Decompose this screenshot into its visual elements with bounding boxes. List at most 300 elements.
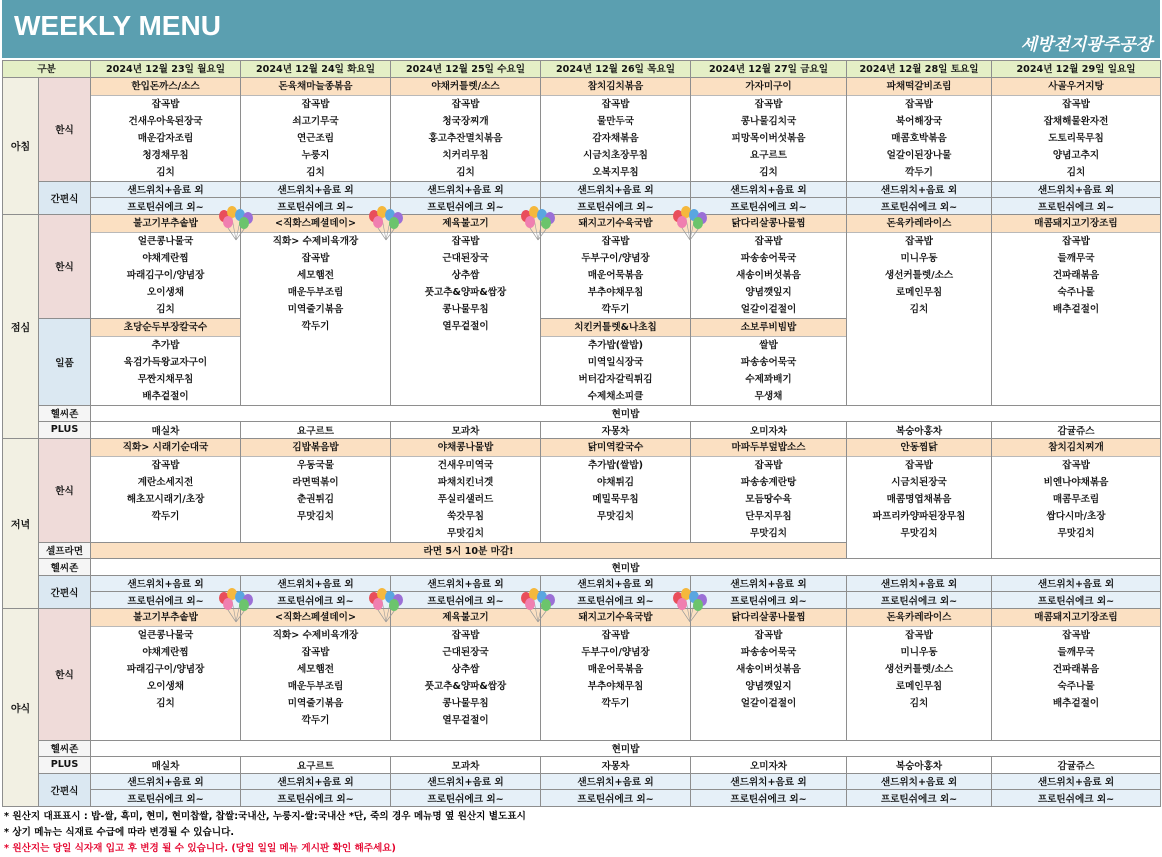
plus-item: 매실차 [91, 757, 241, 774]
snack-item: 프로틴쉬에크 외~ [241, 592, 391, 609]
menu-item: 얼큰콩나물국 [137, 629, 194, 641]
menu-item: 숙주나물 [1057, 286, 1095, 298]
menu-item: 요구르트 [749, 149, 788, 161]
menu-item: 김치 [156, 166, 175, 178]
main-dish: 돼지고기수육국밥 [541, 609, 690, 627]
menu-cell [992, 214, 1161, 405]
category-noodle: 일품 [39, 318, 91, 405]
menu-cell [847, 214, 992, 405]
menu-item: 쌈다시마/초장 [1046, 510, 1106, 522]
menu-item: 건파래볶음 [1052, 269, 1100, 281]
menu-item: 매운감자조림 [137, 132, 194, 144]
category-health: 헬씨존 [39, 559, 91, 576]
menu-item: 파프리카양파된장무침 [872, 510, 966, 522]
menu-cell [91, 318, 241, 405]
menu-item: 직화> 수제비육개장 [272, 629, 359, 641]
menu-item: 들깨무국 [1057, 252, 1095, 264]
balloon-bouquet-icon [366, 588, 406, 624]
menu-item: 잡채해물완자전 [1043, 115, 1109, 127]
menu-item: 파송송어묵국 [740, 356, 797, 368]
menu-item: 잡곡밥 [1062, 629, 1090, 641]
menu-item: 수제채소피클 [587, 390, 644, 402]
menu-item: 잡곡밥 [754, 98, 783, 110]
snack-item: 샌드위치+음료 외 [91, 181, 241, 198]
category-snack: 간편식 [39, 575, 91, 608]
snack-item: 샌드위치+음료 외 [691, 181, 847, 198]
main-dish: 야채커틀렛/소스 [391, 78, 540, 96]
main-dish: 닭다리살콩나물찜 [691, 609, 846, 627]
snack-item: 샌드위치+음료 외 [992, 575, 1161, 592]
balloon-bouquet-icon [366, 206, 406, 242]
menu-cell [91, 608, 241, 740]
snack-item: 샌드위치+음료 외 [541, 575, 691, 592]
menu-item: 우동국물 [296, 459, 335, 471]
origin-note: * 원산지 대표표시 : 밥-쌀, 흑미, 현미, 현미찹쌀, 찹쌀:국내산, 누룽지-쌀:국내산 *단, 죽의 경우 메뉴명 옆 원산지 별도표시 [4, 810, 526, 822]
day-header: 2024년 12월 24일 화요일 [241, 61, 391, 78]
menu-item: 야채계란찜 [142, 252, 189, 264]
main-dish: 직화> 시래기순대국 [91, 439, 240, 457]
menu-item: 열무겉절이 [442, 320, 489, 332]
snack-item: 샌드위치+음료 외 [391, 575, 541, 592]
menu-item: 얼갈이겉절이 [740, 303, 797, 315]
snack-item: 프로틴쉬에크 외~ [391, 198, 541, 215]
menu-item: 홍고추잔멸치볶음 [428, 132, 503, 144]
category-korean: 한식 [39, 608, 91, 740]
menu-item: 잡곡밥 [151, 459, 180, 471]
menu-item: 물만두국 [596, 115, 635, 127]
menu-item: 얼큰콩나물국 [137, 235, 194, 247]
menu-item: 매운어묵볶음 [587, 663, 644, 675]
menu-item: 오복지무침 [592, 166, 639, 178]
snack-item: 프로틴쉬에크 외~ [847, 198, 992, 215]
balloon-bouquet-icon [670, 206, 710, 242]
menu-cell [691, 214, 847, 318]
menu-item: 잡곡밥 [905, 235, 933, 247]
menu-item: 콩나물무침 [442, 697, 489, 709]
category-health: 헬씨존 [39, 740, 91, 757]
snack-item: 프로틴쉬에크 외~ [691, 790, 847, 807]
snack-item: 샌드위치+음료 외 [847, 773, 992, 790]
menu-item: 추가밥(쌀밥) [587, 339, 644, 351]
menu-wrap [0, 60, 1162, 807]
menu-cell [541, 318, 691, 405]
snack-item: 샌드위치+음료 외 [691, 575, 847, 592]
snack-item: 프로틴쉬에크 외~ [691, 198, 847, 215]
menu-item: 쇠고기무국 [292, 115, 339, 127]
menu-cell [391, 77, 541, 181]
category-korean: 한식 [39, 77, 91, 181]
category-health: 헬씨존 [39, 405, 91, 422]
main-dish: 초당순두부장칼국수 [91, 319, 240, 337]
menu-cell [241, 214, 391, 405]
snack-item: 프로틴쉬에크 외~ [847, 592, 992, 609]
snack-item: 프로틴쉬에크 외~ [241, 198, 391, 215]
balloon-bouquet-icon [518, 206, 558, 242]
menu-item: 잡곡밥 [601, 235, 630, 247]
menu-item: 쌀밥 [759, 339, 778, 351]
menu-item: 로메인무침 [895, 286, 943, 298]
menu-cell [391, 608, 541, 740]
menu-cell [91, 438, 241, 542]
menu-cell [847, 77, 992, 181]
menu-cell [391, 438, 541, 542]
menu-item: 깍두기 [151, 510, 180, 522]
menu-item: 연근조림 [296, 132, 335, 144]
menu-item: 근대된장국 [442, 646, 489, 658]
menu-item: 김치 [1066, 166, 1086, 178]
snack-item: 프로틴쉬에크 외~ [241, 790, 391, 807]
menu-item: 야채계란찜 [142, 646, 189, 658]
menu-item: 미역일식장국 [587, 356, 644, 368]
main-dish: 돈육카레라이스 [847, 609, 991, 627]
category-selframen: 셀프라면 [39, 542, 91, 559]
menu-cell [847, 438, 992, 559]
menu-item: 추가밥(쌀밥) [587, 459, 644, 471]
day-header: 2024년 12월 28일 토요일 [847, 61, 992, 78]
main-dish: 소보루비빔밥 [691, 319, 846, 337]
change-note: * 상기 메뉴는 식재료 수급에 따라 변경될 수 있습니다. [4, 826, 234, 838]
menu-item: 잡곡밥 [451, 629, 480, 641]
menu-item: 단무지무침 [745, 510, 792, 522]
snack-item: 프로틴쉬에크 외~ [992, 198, 1161, 215]
menu-item: 배추겉절이 [1052, 303, 1100, 315]
menu-item: 김치 [456, 166, 475, 178]
snack-item: 프로틴쉬에크 외~ [992, 592, 1161, 609]
menu-item: 파래김구이/양념장 [126, 269, 205, 281]
menu-item: 들깨무국 [1057, 646, 1095, 658]
menu-item: 잡곡밥 [905, 98, 933, 110]
snack-item: 프로틴쉬에크 외~ [91, 198, 241, 215]
menu-item: 잡곡밥 [151, 98, 180, 110]
snack-item: 프로틴쉬에크 외~ [541, 790, 691, 807]
menu-item: 모듬땅수육 [745, 493, 792, 505]
day-header: 2024년 12월 26일 목요일 [541, 61, 691, 78]
menu-item: 육검가득왕교자구이 [123, 356, 208, 368]
menu-item: 잡곡밥 [754, 235, 783, 247]
menu-item: 메밀묵무침 [592, 493, 639, 505]
menu-cell [241, 77, 391, 181]
snack-item: 프로틴쉬에크 외~ [391, 790, 541, 807]
menu-item: 치커리무침 [442, 149, 489, 161]
menu-item: 깍두기 [301, 320, 330, 332]
menu-item: 누룽지 [301, 149, 330, 161]
meal-dinner: 저녁 [3, 438, 39, 608]
snack-item: 샌드위치+음료 외 [992, 181, 1161, 198]
main-dish: 김밥볶음밥 [241, 439, 390, 457]
page-header [2, 0, 1160, 58]
menu-item: 추가밥 [151, 339, 180, 351]
snack-item: 샌드위치+음료 외 [992, 773, 1161, 790]
menu-cell [992, 608, 1161, 740]
menu-item: 시금치된장국 [891, 476, 947, 488]
main-dish: 불고기부추솥밥 [91, 609, 240, 627]
menu-item: 생선커틀렛/소스 [884, 663, 954, 675]
menu-item: 파송송계란탕 [740, 476, 797, 488]
menu-item: 풋고추&양파&쌈장 [424, 680, 507, 692]
menu-item: 무생채 [754, 390, 783, 402]
menu-item: 콩나물김치국 [740, 115, 797, 127]
snack-item: 프로틴쉬에크 외~ [541, 198, 691, 215]
main-dish: 야채콩나물밥 [391, 439, 540, 457]
balloon-bouquet-icon [518, 588, 558, 624]
menu-item: 열무겉절이 [442, 714, 489, 726]
category-plus: PLUS [39, 422, 91, 439]
menu-item: 북어해장국 [895, 115, 943, 127]
meal-latenight: 야식 [3, 608, 39, 806]
menu-item: 파송송어묵국 [740, 646, 797, 658]
menu-item: 잡곡밥 [1062, 98, 1090, 110]
category-snack: 간편식 [39, 181, 91, 214]
main-dish: 치킨커틀렛&나초칩 [541, 319, 690, 337]
menu-item: 김치 [156, 303, 175, 315]
menu-item: 잡곡밥 [301, 252, 330, 264]
menu-item: 깍두기 [905, 166, 933, 178]
day-header: 2024년 12월 27일 금요일 [691, 61, 847, 78]
day-header: 2024년 12월 25일 수요일 [391, 61, 541, 78]
menu-item: 시금치초장무침 [583, 149, 648, 161]
section-header: 구분 [3, 61, 91, 78]
menu-cell [541, 608, 691, 740]
menu-item: 세모햄전 [296, 663, 335, 675]
menu-item: 오이생채 [146, 680, 185, 692]
category-korean: 한식 [39, 214, 91, 318]
menu-item: 비엔나야채볶음 [1043, 476, 1109, 488]
main-dish: 매콤돼지고기장조림 [992, 215, 1160, 233]
menu-item: 잡곡밥 [754, 629, 783, 641]
menu-item: 얼갈이겉절이 [740, 697, 797, 709]
menu-item: 얼갈이된장나물 [886, 149, 952, 161]
menu-item: 무맛김치 [296, 510, 335, 522]
snack-item: 샌드위치+음료 외 [241, 773, 391, 790]
menu-cell [691, 608, 847, 740]
menu-cell [691, 77, 847, 181]
plus-item: 오미자차 [691, 757, 847, 774]
main-dish: 돈육채마늘종볶음 [241, 78, 390, 96]
menu-item: 건파래볶음 [1052, 663, 1100, 675]
menu-item: 파채치킨너겟 [437, 476, 494, 488]
menu-item: 깍두기 [601, 303, 630, 315]
menu-item: 감자채볶음 [592, 132, 639, 144]
menu-item: 도토리묵무침 [1048, 132, 1104, 144]
snack-item: 샌드위치+음료 외 [241, 575, 391, 592]
menu-item: 잡곡밥 [905, 459, 933, 471]
menu-item: 잡곡밥 [905, 629, 933, 641]
snack-item: 샌드위치+음료 외 [391, 773, 541, 790]
menu-item: 직화> 수제비육개장 [272, 235, 359, 247]
snack-item: 프로틴쉬에크 외~ [541, 592, 691, 609]
menu-item: 매운어묵볶음 [587, 269, 644, 281]
page-title: WEEKLY MENU [14, 10, 221, 41]
menu-cell [391, 214, 541, 405]
menu-item: 무짠지채무침 [137, 373, 194, 385]
menu-item: 잡곡밥 [601, 629, 630, 641]
snack-item: 샌드위치+음료 외 [91, 773, 241, 790]
menu-item: 미니우동 [900, 646, 938, 658]
menu-item: 춘권튀김 [296, 493, 335, 505]
origin-change-note: * 원산지는 당일 식자재 입고 후 변경 될 수 있습니다. (당일 일일 메뉴 게시판 확인 해주세요) [4, 842, 396, 854]
main-dish: 닭미역칼국수 [541, 439, 690, 457]
menu-item: 청국장찌개 [442, 115, 489, 127]
menu-item: 쑥갓무침 [446, 510, 485, 522]
snack-item: 샌드위치+음료 외 [241, 181, 391, 198]
meal-breakfast: 아침 [3, 77, 39, 214]
menu-item: 매운두부조림 [287, 286, 344, 298]
menu-item: 푸실리샐러드 [437, 493, 494, 505]
plus-item: 복숭아홍차 [847, 422, 992, 439]
menu-item: 양념깻잎지 [745, 286, 792, 298]
snack-item: 프로틴쉬에크 외~ [691, 592, 847, 609]
menu-item: 잡곡밥 [301, 98, 330, 110]
menu-item: 생선커틀렛/소스 [884, 269, 954, 281]
menu-cell [992, 438, 1161, 559]
plus-item: 모과차 [391, 757, 541, 774]
health-zone: 현미밥 [91, 740, 1161, 757]
menu-item: 양념깻잎지 [745, 680, 792, 692]
menu-item: 김치 [306, 166, 325, 178]
menu-item: 잡곡밥 [601, 98, 630, 110]
main-dish: <직화스페셜데이> [241, 215, 390, 233]
menu-cell [541, 214, 691, 318]
main-dish: 제육불고기 [391, 215, 540, 233]
balloon-bouquet-icon [670, 588, 710, 624]
menu-item: 잡곡밥 [754, 459, 783, 471]
menu-item: 배추겉절이 [142, 390, 189, 402]
menu-item: 무맛김치 [446, 527, 485, 539]
menu-item: 잡곡밥 [1062, 235, 1090, 247]
plus-item: 모과차 [391, 422, 541, 439]
menu-item: 부추야채무침 [587, 286, 644, 298]
snack-item: 샌드위치+음료 외 [691, 773, 847, 790]
menu-item: 풋고추&양파&쌈장 [424, 286, 507, 298]
menu-item: 오이생채 [146, 286, 185, 298]
menu-item: 해초꼬시래기/초장 [126, 493, 205, 505]
main-dish: 사골우거지탕 [992, 78, 1160, 96]
menu-item: 근대된장국 [442, 252, 489, 264]
plus-item: 요구르트 [241, 757, 391, 774]
menu-item: 청경채무침 [142, 149, 189, 161]
menu-item: 건새우미역국 [437, 459, 494, 471]
day-header: 2024년 12월 29일 일요일 [992, 61, 1161, 78]
menu-item: 새송이버섯볶음 [736, 269, 801, 281]
footer-notes [0, 809, 1162, 857]
menu-item: 두부구이/양념장 [581, 252, 650, 264]
main-dish: 돈육카레라이스 [847, 215, 991, 233]
menu-item: 매운두부조림 [287, 680, 344, 692]
menu-item: 배추겉절이 [1052, 697, 1100, 709]
menu-cell [541, 438, 691, 542]
snack-item: 샌드위치+음료 외 [91, 575, 241, 592]
menu-item: 매콤무조림 [1052, 493, 1100, 505]
main-dish: 참치김치찌개 [992, 439, 1160, 457]
menu-item: 잡곡밥 [1062, 459, 1090, 471]
menu-item: 깍두기 [601, 697, 630, 709]
menu-item: 깍두기 [301, 714, 330, 726]
menu-item: 새송이버섯볶음 [736, 663, 801, 675]
menu-item: 부추야채무침 [587, 680, 644, 692]
brand-logo: 세방전지광주공장 [1020, 35, 1152, 55]
menu-item: 건새우아욱된장국 [128, 115, 203, 127]
menu-item: 계란소세지전 [137, 476, 194, 488]
plus-item: 복숭아홍차 [847, 757, 992, 774]
menu-item: 잡곡밥 [451, 235, 480, 247]
plus-item: 요구르트 [241, 422, 391, 439]
snack-item: 샌드위치+음료 외 [541, 181, 691, 198]
weekly-menu-table [2, 60, 1161, 807]
menu-item: 무맛김치 [596, 510, 635, 522]
main-dish: 참치김치볶음 [541, 78, 690, 96]
menu-item: 상추쌈 [451, 269, 480, 281]
menu-item: 피망목이버섯볶음 [731, 132, 806, 144]
main-dish: <직화스페셜데이> [241, 609, 390, 627]
main-dish: 파채떡갈비조림 [847, 78, 991, 96]
menu-item: 파송송어묵국 [740, 252, 797, 264]
menu-item: 김치 [909, 303, 929, 315]
main-dish: 닭다리살콩나물찜 [691, 215, 846, 233]
main-dish: 마파두부덮밥소스 [691, 439, 846, 457]
menu-item: 수제꽈배기 [745, 373, 792, 385]
menu-cell [992, 77, 1161, 181]
meal-lunch: 점심 [3, 214, 39, 438]
menu-cell [691, 318, 847, 405]
menu-item: 김치 [909, 697, 929, 709]
plus-item: 자몽차 [541, 422, 691, 439]
snack-item: 샌드위치+음료 외 [847, 181, 992, 198]
plus-item: 매실차 [91, 422, 241, 439]
snack-item: 프로틴쉬에크 외~ [91, 790, 241, 807]
menu-item: 파래김구이/양념장 [126, 663, 205, 675]
balloon-bouquet-icon [216, 206, 256, 242]
day-header: 2024년 12월 23일 월요일 [91, 61, 241, 78]
menu-cell [847, 608, 992, 740]
health-zone: 현미밥 [91, 405, 1161, 422]
menu-item: 상추쌈 [451, 663, 480, 675]
main-dish: 안동찜닭 [847, 439, 991, 457]
menu-item: 숙주나물 [1057, 680, 1095, 692]
menu-item: 김치 [156, 697, 175, 709]
menu-item: 김치 [759, 166, 778, 178]
snack-item: 샌드위치+음료 외 [391, 181, 541, 198]
menu-cell [541, 77, 691, 181]
plus-item: 오미자차 [691, 422, 847, 439]
category-snack: 간편식 [39, 773, 91, 806]
plus-item: 감귤쥬스 [992, 422, 1161, 439]
main-dish: 매콤돼지고기장조림 [992, 609, 1160, 627]
plus-item: 자몽차 [541, 757, 691, 774]
menu-item: 잡곡밥 [301, 646, 330, 658]
menu-item: 매콤명엽채볶음 [886, 493, 952, 505]
snack-item: 샌드위치+음료 외 [541, 773, 691, 790]
balloon-bouquet-icon [216, 588, 256, 624]
category-korean: 한식 [39, 438, 91, 542]
menu-cell [241, 438, 391, 542]
main-dish: 한입돈까스/소스 [91, 78, 240, 96]
snack-item: 샌드위치+음료 외 [847, 575, 992, 592]
snack-item: 프로틴쉬에크 외~ [391, 592, 541, 609]
menu-cell [691, 438, 847, 542]
main-dish: 돼지고기수육국밥 [541, 215, 690, 233]
menu-item: 라면떡볶이 [292, 476, 339, 488]
menu-item: 양념고추지 [1052, 149, 1100, 161]
menu-item: 미니우동 [900, 252, 938, 264]
health-zone: 현미밥 [91, 559, 1161, 576]
snack-item: 프로틴쉬에크 외~ [91, 592, 241, 609]
menu-item: 야채튀김 [596, 476, 635, 488]
menu-item: 콩나물무침 [442, 303, 489, 315]
menu-item: 세모햄전 [296, 269, 335, 281]
menu-item: 무맛김치 [1057, 527, 1095, 539]
snack-item: 프로틴쉬에크 외~ [992, 790, 1161, 807]
menu-item: 로메인무침 [895, 680, 943, 692]
